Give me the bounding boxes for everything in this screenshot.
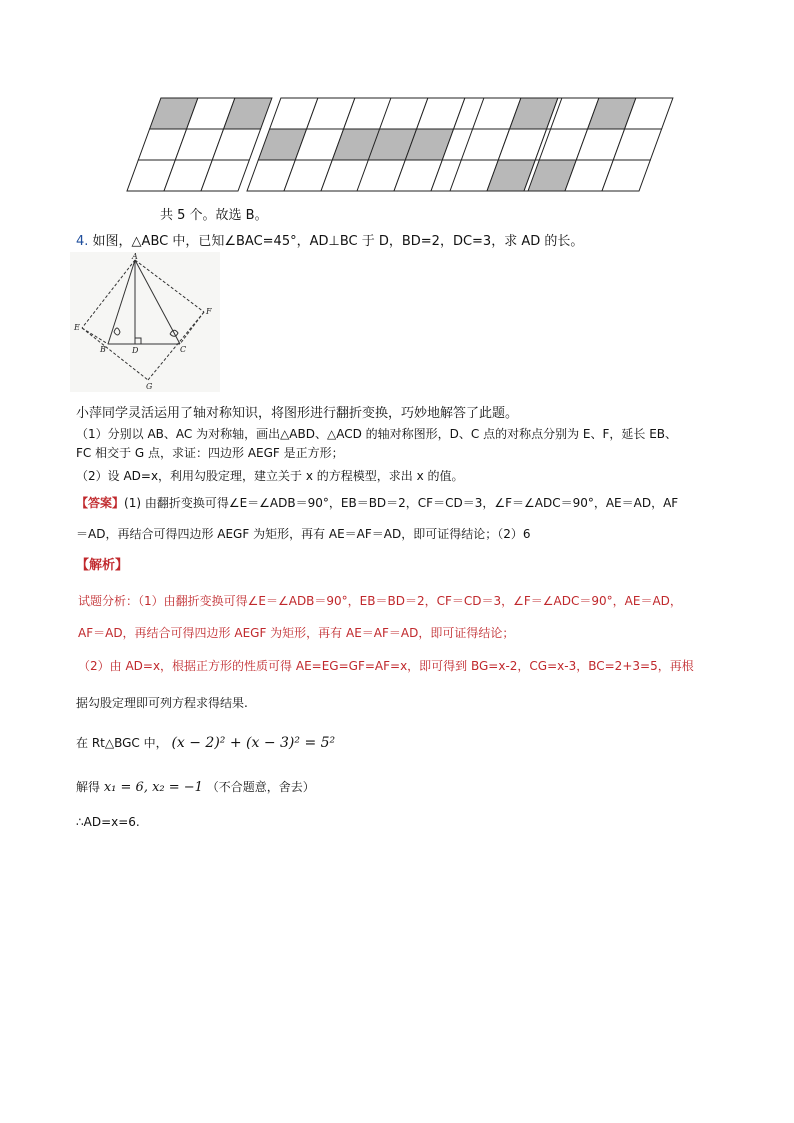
parallelogram-grids-figure (120, 96, 680, 196)
label-e: E (74, 323, 80, 332)
label-c: C (180, 345, 187, 354)
answer-line1 (76, 494, 678, 512)
analysis-tag: 【解析】 (76, 558, 129, 573)
answer-tag: 【答案】 (76, 496, 125, 510)
solutions: x₁ = 6, x₂ = −1 (103, 780, 203, 795)
label-b: B (100, 345, 106, 354)
figure-background (70, 252, 220, 392)
analysis-line2: AF＝AD，再结合可得四边形 AEGF 为矩形，再有 AE＝AF＝AD，即可证得结论； (78, 626, 515, 640)
analysis-line1: 试题分析：（1）由翻折变换可得∠E＝∠ADB＝90°，EB＝BD＝2，CF＝CD＝3，∠F＝∠ADC＝90°，AE＝AD， (78, 594, 682, 608)
analysis-line4: 据勾股定理即可列方程求得结果. (76, 696, 248, 710)
solve-prefix: 解得 (76, 780, 101, 794)
problem-text: 如图，△ABC 中，已知∠BAC=45°，AD⊥BC 于 D，BD=2，DC=3，求 AD 的长。 (92, 234, 584, 249)
label-g: G (146, 382, 153, 391)
pythagorean-equation: (x − 2)² + (x − 3)² = 5² (171, 735, 336, 751)
part2-text: （2）设 AD=x，利用勾股定理，建立关于 x 的方程模型，求出 x 的值。 (76, 469, 464, 483)
conclusion-line: 共 5 个。故选 B。 (160, 208, 268, 223)
label-d: D (132, 346, 139, 355)
reject-note: （不合题意，舍去） (206, 780, 315, 794)
analysis-line6 (76, 778, 315, 797)
triangle-fold-figure (70, 252, 220, 392)
intro-text: 小萍同学灵活运用了轴对称知识，将图形进行翻折变换，巧妙地解答了此题。 (76, 406, 519, 421)
answer-line2: ＝AD，再结合可得四边形 AEGF 为矩形，再有 AE＝AF＝AD，即可证得结论；（2）6 (76, 527, 531, 541)
grid-1 (127, 98, 272, 191)
problem-statement (76, 233, 583, 251)
part1-line1: （1）分别以 AB、AC 为对称轴，画出△ABD、△ACD 的轴对称图形，D、C 点的对称点分别为 E、F，延长 EB、 (76, 427, 678, 441)
analysis-line5 (76, 734, 335, 752)
final-answer: ∴AD=x=6. (76, 815, 140, 829)
answer-text-1: (1) 由翻折变换可得∠E＝∠ADB＝90°，EB＝BD＝2，CF＝CD＝3，∠F＝∠ADC＝90°，AE＝AD，AF (124, 496, 679, 510)
analysis-line3: （2）由 AD=x，根据正方形的性质可得 AE=EG=GF=AF=x，即可得到 BG=x-2，CG=x-3，BC=2+3=5，再根 (78, 659, 694, 673)
label-f: F (206, 307, 212, 316)
rt-triangle-prefix: 在 Rt△BGC 中， (76, 736, 168, 750)
problem-number: 4. (76, 234, 89, 249)
part1-line2: FC 相交于 G 点，求证：四边形 AEGF 是正方形； (76, 446, 344, 460)
label-a: A (132, 252, 138, 261)
